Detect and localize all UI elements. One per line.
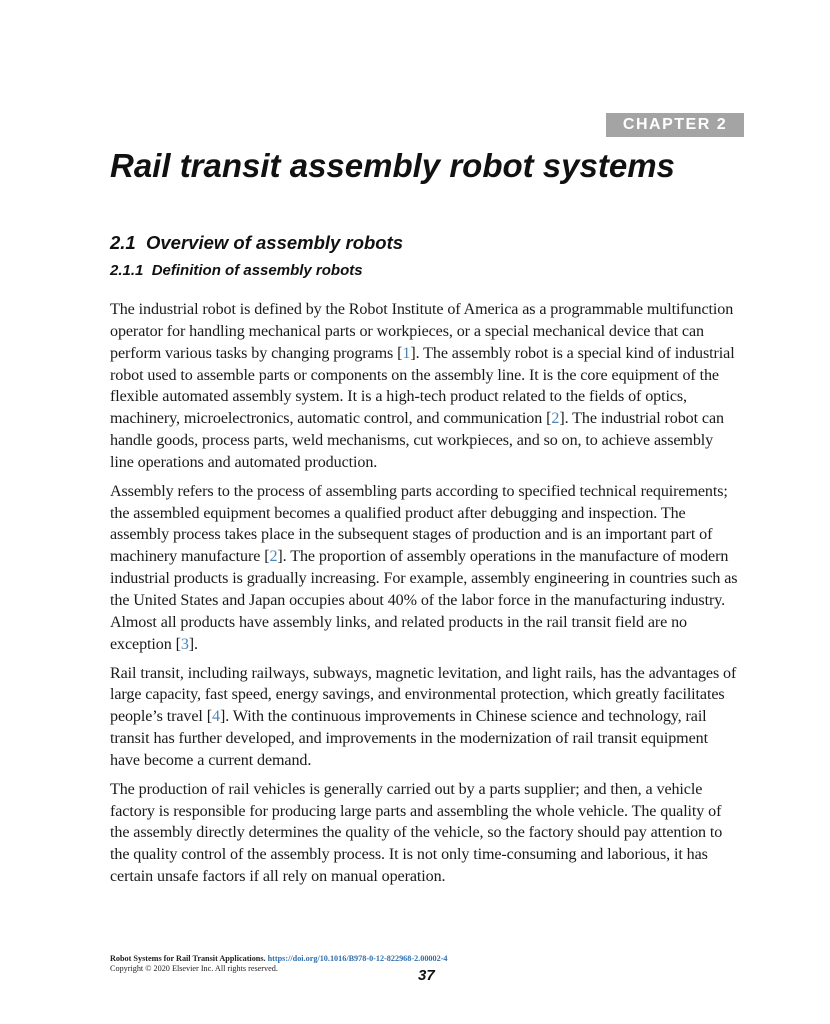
page-footer — [110, 954, 448, 974]
subsection-title: Definition of assembly robots — [151, 262, 363, 279]
paragraph-3 — [110, 663, 740, 772]
paragraph-2 — [110, 481, 740, 656]
chapter-title: Rail transit assembly robot systems — [110, 147, 675, 184]
reference-link-3[interactable]: 3 — [180, 635, 189, 653]
page-number: 37 — [418, 967, 435, 984]
reference-link-2[interactable]: 2 — [551, 410, 560, 428]
body-text — [110, 299, 740, 895]
paragraph-text: ]. With the continuous improvements in Chinese science and technology, rail transit has further developed, and improvements in the modernization of rail transit equipment have become a current demand. — [110, 708, 708, 769]
chapter-label: CHAPTER 2 — [606, 113, 744, 137]
reference-link-2[interactable]: 2 — [269, 548, 278, 566]
paragraph-text: Rail transit, including railways, subways, magnetic levitation, and light rails, has the advantages of large capacity, fast speed, energy savings, and environmental protection, which greatly facilitates people’s travel [ — [110, 664, 737, 726]
doi-link[interactable]: https://doi.org/10.1016/B978-0-12-822968-2.00002-4 — [267, 954, 448, 963]
paragraph-text: ]. The assembly robot is a special kind of industrial robot used to assemble parts or components on the assembly line. It is the core equipment of the flexible automated assembly system. It is a high-tech product related to the fields of optics, machinery, microelectronics, automatic control, and communication [ — [110, 344, 735, 428]
reference-link-4[interactable]: 4 — [211, 708, 220, 726]
section-number: 2.1 — [110, 232, 136, 253]
paragraph-text: Assembly refers to the process of assembling parts according to specified technical requirements; the assembled equipment becomes a qualified product after debugging and inspection. The assembly process takes place in the subsequent stages of production and is an important part of machinery manufacture [ — [110, 482, 728, 566]
paragraph-text: ]. The industrial robot can handle goods, process parts, weld mechanisms, cut workpieces, and so on, to achieve assembly line operations and automated production. — [110, 410, 724, 471]
paragraph-text: The production of rail vehicles is generally carried out by a parts supplier; and then, a vehicle factory is responsible for producing large parts and assembling the whole vehicle. The quality of the assembly directly determines the quality of the vehicle, so the factory should pay attention to the quality control of the assembly process. It is not only time-consuming and laborious, it has certain unsafe factors if all rely on manual operation. — [110, 780, 723, 886]
paragraph-text: The industrial robot is defined by the Robot Institute of America as a programmable multifunction operator for handling mechanical parts or workpieces, or a special mechanical device that can perform various tasks by changing programs [ — [110, 301, 734, 362]
section-heading — [110, 230, 403, 256]
section-title: Overview of assembly robots — [146, 232, 404, 253]
copyright-notice: Copyright © 2020 Elsevier Inc. All rights reserved. — [110, 964, 278, 973]
paragraph-text: ]. — [188, 635, 198, 653]
subsection-number: 2.1.1 — [110, 262, 144, 279]
subsection-heading — [110, 259, 363, 283]
paragraph-4 — [110, 779, 740, 888]
paragraph-text: ]. The proportion of assembly operations in the manufacture of modern industrial products is gradually increasing. For example, assembly engineering in countries such as the United States and Japan occupies about 40% of the labor force in the manufacturing industry. Almost all products have assembly links, and related products in the rail transit field are no exception [ — [110, 548, 738, 653]
reference-link-1[interactable]: 1 — [402, 344, 411, 362]
paragraph-1 — [110, 299, 740, 474]
citation-line — [110, 954, 448, 964]
book-title: Robot Systems for Rail Transit Applications. — [110, 954, 266, 963]
